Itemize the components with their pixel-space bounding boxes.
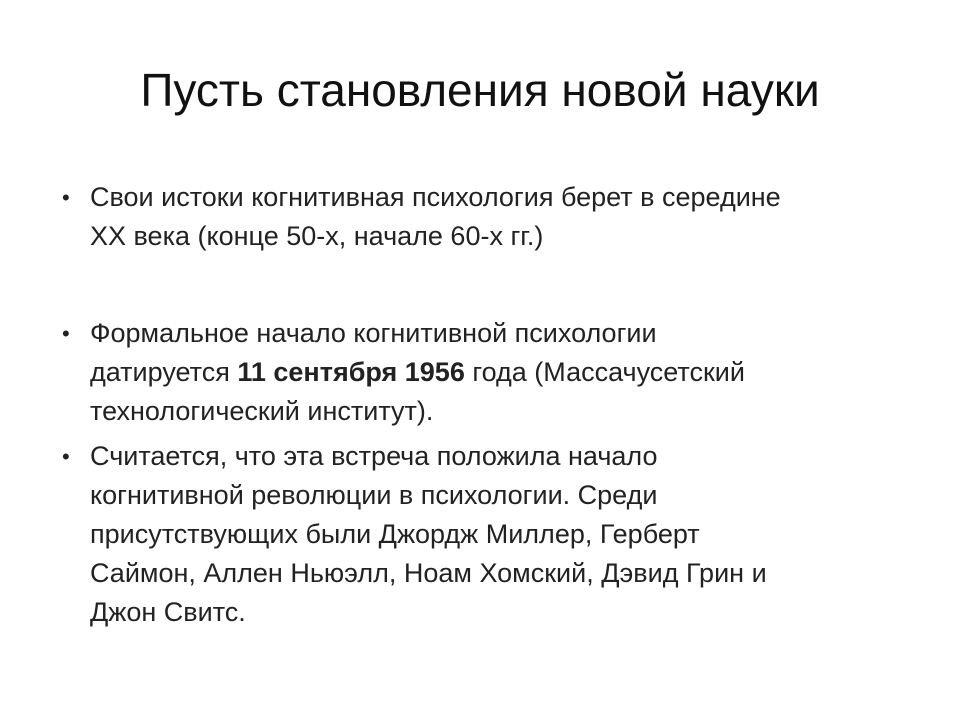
bullet-line: присутствующих были Джордж Миллер, Герберт: [90, 519, 700, 549]
bullet-line: XX века (конце 50-х, начале 60-х гг.): [90, 221, 544, 251]
bullet-marker: •: [62, 185, 70, 210]
bullet-text: [90, 178, 850, 256]
bullet-text: [90, 437, 850, 632]
bullet-line: Формальное начало когнитивной психологии: [90, 318, 657, 348]
bullet-line: когнитивной революции в психологии. Среди: [90, 480, 658, 510]
founding-date: 11 сентября 1956: [237, 357, 465, 387]
bullet-text-segment: датируется: [90, 357, 238, 387]
bullet-marker: •: [62, 321, 70, 346]
bullet-marker: •: [62, 444, 70, 469]
bullet-line: Джон Свитс.: [90, 597, 246, 627]
bullet-line: Свои истоки когнитивная психология берет в середине: [90, 182, 781, 212]
bullet-text-segment: года (Массачусетский: [464, 357, 745, 387]
bullet-line: Считается, что эта встреча положила начало: [90, 441, 658, 471]
bullet-line-with-date: [90, 353, 850, 392]
bullet-line: технологический институт).: [90, 396, 434, 426]
bullet-text: [90, 314, 850, 431]
bullet-line: Саймон, Аллен Ньюэлл, Ноам Хомский, Дэвид Грин и: [90, 558, 767, 588]
slide-title: Пусть становления новой науки: [140, 64, 820, 116]
